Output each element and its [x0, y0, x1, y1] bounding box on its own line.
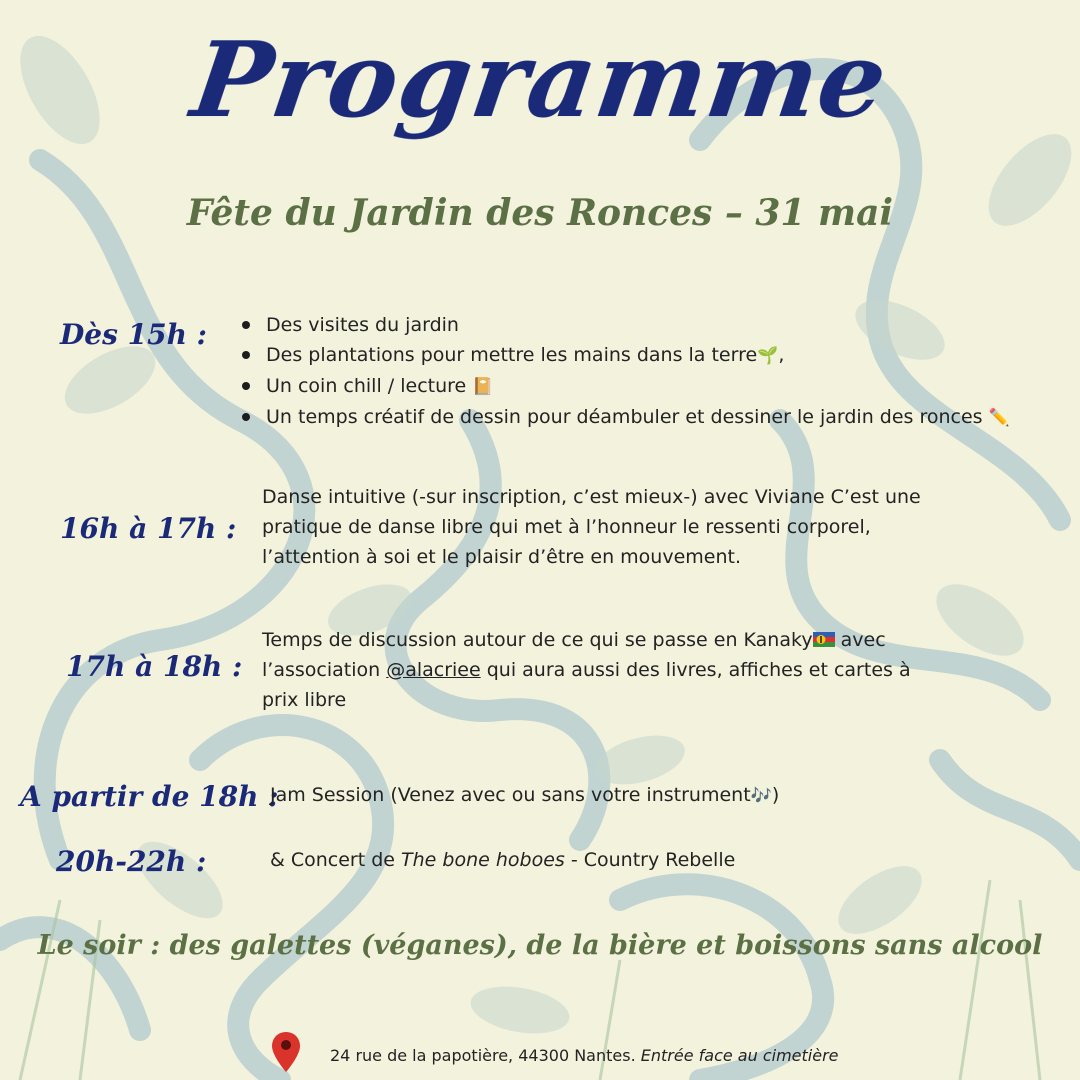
text-line: l’attention à soi et le plaisir d’être en mouvement. [262, 546, 741, 568]
discussion-description [262, 625, 911, 715]
list-item: Des plantations pour mettre les mains dans la terre🌱, [242, 340, 1010, 371]
map-pin-icon [270, 1030, 302, 1074]
jam-session-text: Jam Session (Venez avec ou sans votre instrument🎶) [270, 784, 780, 806]
time-label-17h-18h: 17h à 18h : [66, 650, 243, 683]
address: 24 rue de la papotière, 44300 Nantes. Entrée face au cimetière [330, 1046, 839, 1065]
time-label-18h: A partir de 18h : [20, 780, 279, 813]
list-item: Un temps créatif de dessin pour déambuler et dessiner le jardin des ronces ✏️ [242, 402, 1010, 433]
seedling-icon: 🌱 [757, 346, 779, 366]
concert-text: & Concert de The bone hoboes - Country Rebelle [270, 849, 736, 871]
page-title: Programme [185, 18, 895, 141]
text-line: prix libre [262, 689, 347, 711]
band-name: The bone hoboes [401, 849, 565, 871]
music-notes-icon: 🎶 [750, 786, 772, 806]
text-line: l’association @alacriee qui aura aussi des livres, affiches et cartes à [262, 659, 911, 681]
list-item: Des visites du jardin [242, 310, 1010, 340]
event-subtitle: Fête du Jardin des Ronces – 31 mai [186, 192, 894, 234]
text-line: Temps de discussion autour de ce qui se passe en Kanaky avec [262, 629, 886, 651]
time-label-15h: Dès 15h : [60, 318, 208, 351]
text-line: pratique de danse libre qui met à l’honneur le ressenti corporel, [262, 516, 871, 538]
dance-description [262, 482, 921, 572]
evening-note: Le soir : des galettes (véganes), de la bière et boissons sans alcool [37, 930, 1043, 961]
kanaky-flag-icon [813, 632, 835, 647]
text-line: Danse intuitive (-sur inscription, c’est mieux-) avec Viviane C’est une [262, 486, 921, 508]
time-label-20h-22h: 20h-22h : [56, 845, 207, 878]
activity-list [242, 310, 1010, 433]
time-label-16h-17h: 16h à 17h : [60, 512, 237, 545]
list-item: Un coin chill / lecture 📔 [242, 371, 1010, 402]
alacriee-link[interactable]: @alacriee [386, 659, 481, 681]
pencil-icon: ✏️ [988, 408, 1010, 428]
notebook-icon: 📔 [472, 377, 494, 397]
